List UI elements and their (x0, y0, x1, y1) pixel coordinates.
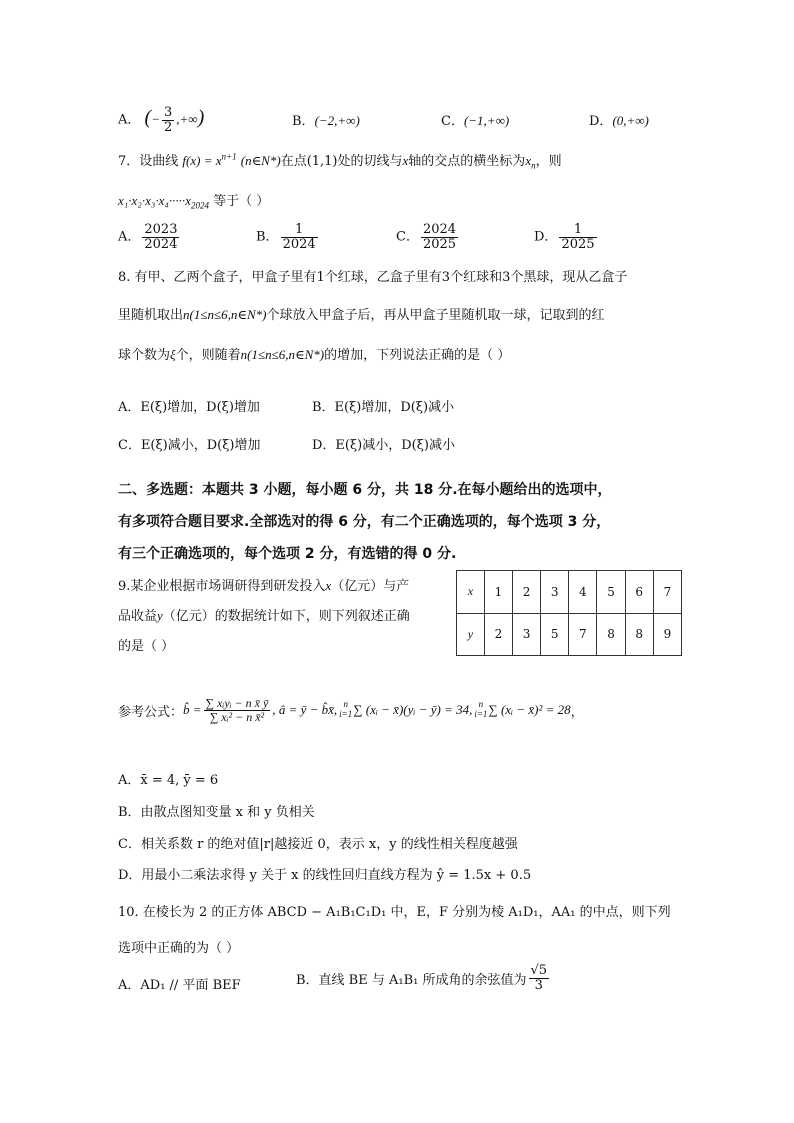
option-label: A． (118, 112, 141, 128)
q9-line3: 的是（ ） (118, 639, 175, 654)
table-cell: 1 (484, 571, 512, 614)
q6-option-d: D．(0,+∞) (589, 113, 649, 129)
q10-option-b: B．直线 BE 与 A₁B₁ 所成角的余弦值为 $\frac{√5}{3}$ (296, 963, 548, 993)
table-cell: 8 (597, 613, 625, 656)
q7-product: $x_1\cdot x_2\cdot x_3\cdot x_4\cdot\cdot\cdot\cdot\cdot x_{2024}$ 等于（ ） (118, 193, 270, 211)
q8-option-c: C．E(ξ)减小，D(ξ)增加 (118, 438, 261, 453)
reference-formula: 参考公式： b̂ = $\frac{\text{∑ xᵢyᵢ − n x̄ ȳ}}{\text{∑ xᵢ² − n x̄²}}$ , â = ȳ − b̂x̄, n i=1 ∑ (xᵢ − x̄)(yᵢ − ȳ) = 34, n i=1 ∑ (xᵢ − x̄)² = 28 ， (118, 695, 584, 724)
table-cell: 3 (512, 613, 540, 656)
table-header-x: x (457, 571, 485, 614)
q8-line3: 球个数为ξ个，则随着n(1≤n≤6,n∈N*)的增加，下列说法正确的是（ ） (118, 347, 511, 363)
table-row-x (457, 571, 682, 614)
q10-line1: 10. 在棱长为 2 的正方体 ABCD − A₁B₁C₁D₁ 中，E，F 分别为棱 A₁D₁，AA₁ 的中点，则下列 (118, 905, 671, 920)
q6-option-a: A． (− $\frac{3}{2}$ ,+∞) (118, 105, 205, 135)
q9-line2: 品收益y（亿元）的数据统计如下，则下列叙述正确 (118, 608, 410, 624)
q7-option-c: C． $\frac{2024}{2025}$ (396, 222, 457, 252)
table-cell: 2 (484, 613, 512, 656)
table-cell: 5 (541, 613, 569, 656)
q9-option-d: D．用最小二乘法求得 y 关于 x 的线性回归直线方程为 ŷ = 1.5x + 0.5 (118, 868, 532, 883)
q7-stem: 7．设曲线 $f(x) = x^{n+1}$ (n∈N*)在点(1,1)处的切线与x轴的交点的横坐标为$x_n$，则 (118, 151, 562, 171)
q10-line2: 选项中正确的为（ ） (118, 941, 240, 956)
table-cell: 7 (653, 571, 681, 614)
table-cell: 6 (625, 571, 653, 614)
q10-option-a: A．AD₁ // 平面 BEF (118, 978, 241, 993)
table-cell: 5 (597, 571, 625, 614)
q9-line1: 9.某企业根据市场调研得到研发投入x（亿元）与产 (118, 578, 410, 594)
q6-option-b: B．(−2,+∞) (292, 113, 360, 129)
q8-option-d: D．E(ξ)减小，D(ξ)减小 (312, 438, 455, 453)
table-header-y: y (457, 613, 485, 656)
table-cell: 3 (541, 571, 569, 614)
section-heading-line1: 二、多选题：本题共 3 小题，每小题 6 分，共 18 分.在每小题给出的选项中， (118, 482, 612, 498)
q9-option-b: B．由散点图知变量 x 和 y 负相关 (118, 805, 315, 820)
table-cell: 2 (512, 571, 540, 614)
data-table (456, 570, 682, 656)
q7-option-d: D． $\frac{1}{2025}$ (534, 222, 595, 252)
q6-option-c: C．(−1,+∞) (441, 113, 510, 129)
table-row-y (457, 613, 682, 656)
fraction: $\frac{3}{2}$ (163, 105, 173, 135)
q8-option-b: B．E(ξ)增加，D(ξ)减小 (312, 400, 455, 415)
table-cell: 4 (569, 571, 597, 614)
q7-option-b: B． $\frac{1}{2024}$ (256, 222, 316, 252)
q7-option-a: A． $\frac{2023}{2024}$ (118, 222, 178, 252)
table-cell: 7 (569, 613, 597, 656)
section-heading-line3: 有三个正确选项的，每个选项 2 分，有选错的得 0 分. (118, 546, 457, 562)
q9-option-a: A．x̄ = 4, ȳ = 6 (118, 773, 219, 788)
q9-option-c: C．相关系数 r 的绝对值|r|越接近 0，表示 x，y 的线性相关程度越强 (118, 837, 518, 852)
q8-line2: 里随机取出n(1≤n≤6,n∈N*)个球放入甲盒子后，再从甲盒子里随机取一球，记取到的红 (118, 307, 605, 323)
q7-options (118, 223, 599, 251)
table-cell: 9 (653, 613, 681, 656)
q8-option-a: A．E(ξ)增加，D(ξ)增加 (118, 400, 260, 415)
q8-line1: 8. 有甲、乙两个盒子，甲盒子里有1个红球，乙盒子里有3个红球和3个黑球，现从乙盒子 (118, 270, 628, 285)
table-cell: 8 (625, 613, 653, 656)
section-heading-line2: 有多项符合题目要求.全部选对的得 6 分，有二个正确选项的，每个选项 3 分， (118, 514, 611, 530)
